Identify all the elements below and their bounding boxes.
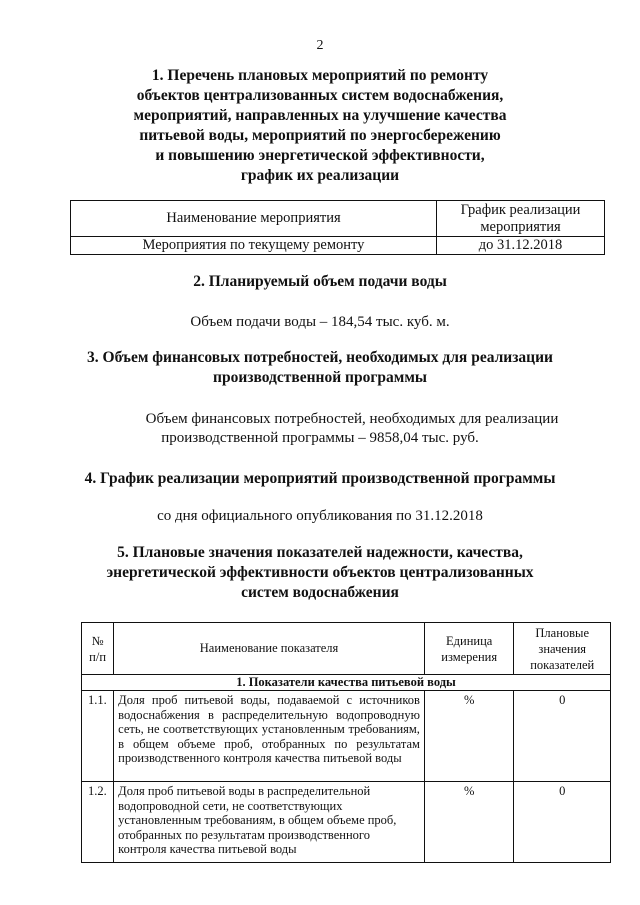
indicators-table-header-row [82,623,611,675]
indicator-unit: % [424,691,514,782]
indicators-group-row [82,675,611,691]
page-number: 2 [316,38,324,53]
number-header [82,623,114,675]
section-1-heading-line: и повышению энергетической эффективности, [155,147,485,164]
section-5-heading [0,543,640,603]
section-1-heading-line: питьевой воды, мероприятий по энергосбережению [139,127,501,144]
activity-name-cell: Мероприятия по текущему ремонту [71,237,437,255]
table-row [82,691,611,782]
section-1-heading-line: график их реализации [240,167,400,184]
section-3-heading [0,348,640,388]
unit-header-line: Единица [446,633,493,648]
value-header-line: значения [538,641,587,656]
indicator-value: 0 [514,691,611,782]
indicator-name: Доля проб питьевой воды в распределительной водопроводной сети, не соответствующих установленным требованиям, в общем объеме проб, отобранных по результатам производственного контроля качества питьевой воды [114,782,425,863]
financial-needs-line: Объем финансовых потребностей, необходимых для реализации [145,411,559,427]
schedule-header [437,201,605,237]
water-quality-group-title: 1. Показатели качества питьевой воды [82,675,611,691]
section-1-heading-line: объектов централизованных систем водоснабжения, [136,87,504,104]
indicator-name-header: Наименование показателя [114,623,425,675]
financial-needs-line: производственной программы – 9858,04 тыс. руб. [161,430,479,446]
activity-date-cell: до 31.12.2018 [437,237,605,255]
indicator-unit: % [424,782,514,863]
value-header [514,623,611,675]
value-header-line: Плановые [535,625,590,640]
value-header-line: показателей [530,657,595,672]
unit-header-line: измерения [441,649,498,664]
row-number: 1.2. [82,782,114,863]
section-5-heading-line: энергетической эффективности объектов централизованных [106,564,534,581]
number-header-line: п/п [89,649,107,664]
section-3-heading-line: производственной программы [213,369,427,386]
indicators-table [81,622,611,863]
schedule-text: со дня официального опубликования по 31.12.2018 [157,508,483,524]
activity-name-header: Наименование мероприятия [71,201,437,237]
row-number: 1.1. [82,691,114,782]
indicator-name: Доля проб питьевой воды, подаваемой с источников водоснабжения в распределительную водопроводную сеть, не соответствующих установленным требованиям, в общем объеме проб, отобранных по результатам производственного контроля качества питьевой воды [114,691,425,782]
activities-table-row [71,237,605,255]
activities-table [70,200,605,255]
section-5-heading-line: 5. Плановые значения показателей надежности, качества, [117,544,523,561]
indicator-value: 0 [514,782,611,863]
section-5-heading-line: систем водоснабжения [241,584,399,601]
table-row [82,782,611,863]
activities-table-header-row [71,201,605,237]
section-1-heading-line: мероприятий, направленных на улучшение качества [133,107,507,124]
schedule-header-line: График реализации [460,201,581,218]
schedule-header-line: мероприятия [480,218,561,235]
unit-header [424,623,514,675]
financial-needs-text [0,410,640,448]
number-header-line: № [91,633,104,648]
section-1-heading-line: 1. Перечень плановых мероприятий по ремонту [151,67,489,84]
section-2-heading: 2. Планируемый объем подачи воды [193,273,447,290]
section-3-heading-line: 3. Объем финансовых потребностей, необходимых для реализации [87,349,553,366]
section-1-heading [0,66,640,186]
water-volume-text: Объем подачи воды – 184,54 тыс. куб. м. [190,314,450,330]
section-4-heading: 4. График реализации мероприятий производственной программы [84,470,556,487]
